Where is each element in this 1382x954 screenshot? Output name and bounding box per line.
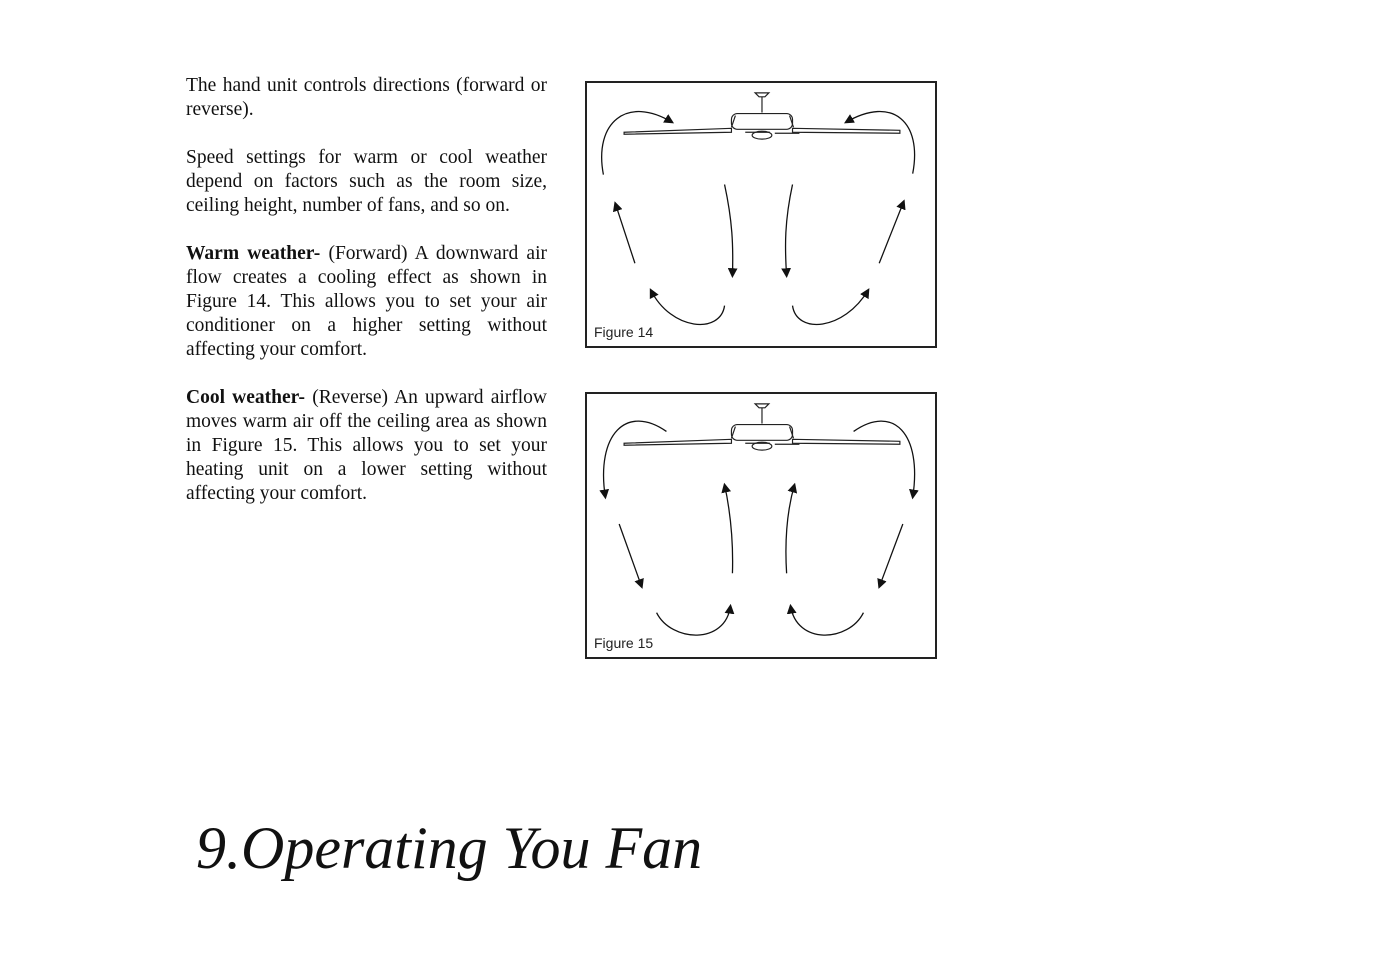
figure-14-diagram — [587, 83, 935, 346]
ceiling-fan-icon — [624, 404, 900, 450]
section-title: 9.Operating You Fan — [196, 815, 703, 881]
figure-15 — [585, 392, 937, 659]
figure-15-diagram — [587, 394, 935, 657]
cool-weather-text: (Reverse) An upward airflow moves warm air off the ceiling area as shown in Figure 15. This allows you to set your heating unit on a lower setting without affecting your comfort. — [186, 387, 548, 504]
warm-weather-heading: Warm weather- — [186, 243, 321, 264]
paragraph-warm-weather — [186, 242, 547, 362]
figure-14-caption: Figure 14 — [594, 324, 654, 340]
paragraph-hand-unit: The hand unit controls directions (forward or reverse). — [186, 75, 547, 120]
airflow-arrow-icon — [604, 421, 915, 635]
airflow-arrow-icon — [602, 112, 915, 325]
instruction-text-column — [186, 74, 547, 530]
figure-14 — [585, 81, 937, 348]
paragraph-cool-weather — [186, 386, 547, 506]
figure-15-caption: Figure 15 — [594, 635, 654, 651]
warm-weather-text: (Forward) A downward air flow creates a cooling effect as shown in Figure 14. This allows you to set your air conditioner on a higher setting without affecting your comfort. — [186, 243, 547, 360]
paragraph-speed-settings: Speed settings for warm or cool weather depend on factors such as the room size, ceiling height, number of fans, and so on. — [186, 147, 547, 216]
cool-weather-heading: Cool weather- — [186, 387, 306, 408]
